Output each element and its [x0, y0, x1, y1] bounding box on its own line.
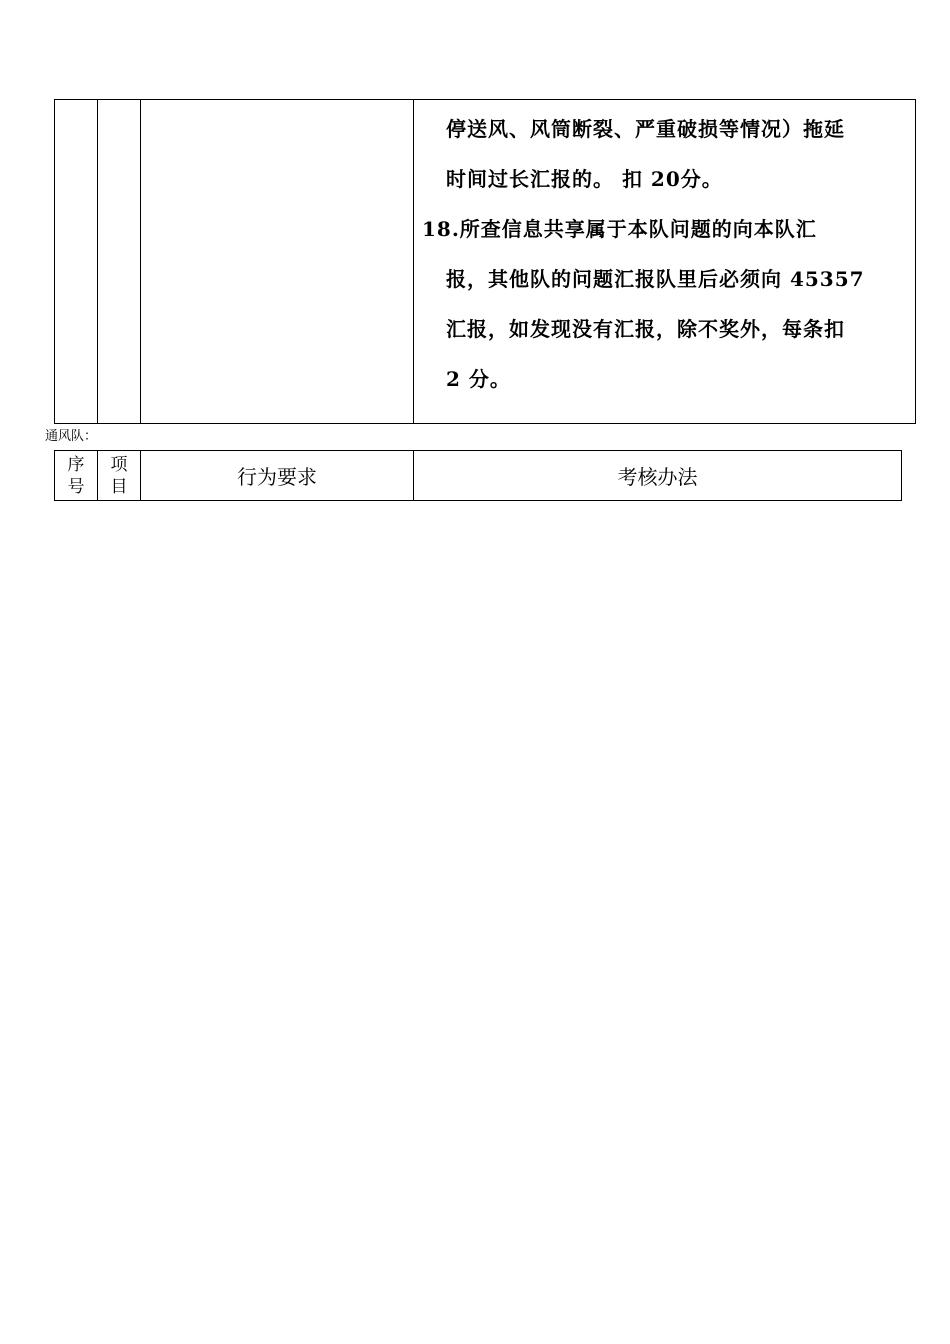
requirement-cell — [141, 100, 414, 423]
method-line: 18.所查信息共享属于本队问题的向本队汇 — [422, 217, 817, 241]
header-item — [98, 451, 141, 500]
section-label: 通风队： — [45, 429, 98, 444]
header-item-label: 项目 — [110, 454, 128, 497]
method-cell — [414, 100, 915, 423]
method-line: 时间过长汇报的。 扣 20分。 — [446, 167, 723, 191]
header-seq — [55, 451, 98, 500]
method-line: 停送风、风筒断裂、严重破损等情况）拖延 — [446, 117, 845, 141]
header-table — [54, 450, 902, 501]
method-line: 报，其他队的问题汇报队里后必须向 45357 — [446, 267, 865, 291]
continuation-table — [54, 99, 916, 424]
method-line: 汇报，如发现没有汇报，除不奖外，每条扣 — [446, 317, 845, 341]
header-seq-label: 序号 — [67, 454, 85, 497]
header-method — [414, 451, 901, 500]
method-line: 2 分。 — [446, 367, 511, 391]
header-requirement-label: 行为要求 — [237, 465, 317, 489]
header-requirement — [141, 451, 414, 500]
method-text — [422, 104, 909, 404]
header-method-label: 考核办法 — [617, 465, 698, 489]
item-cell — [98, 100, 141, 423]
seq-cell — [55, 100, 98, 423]
